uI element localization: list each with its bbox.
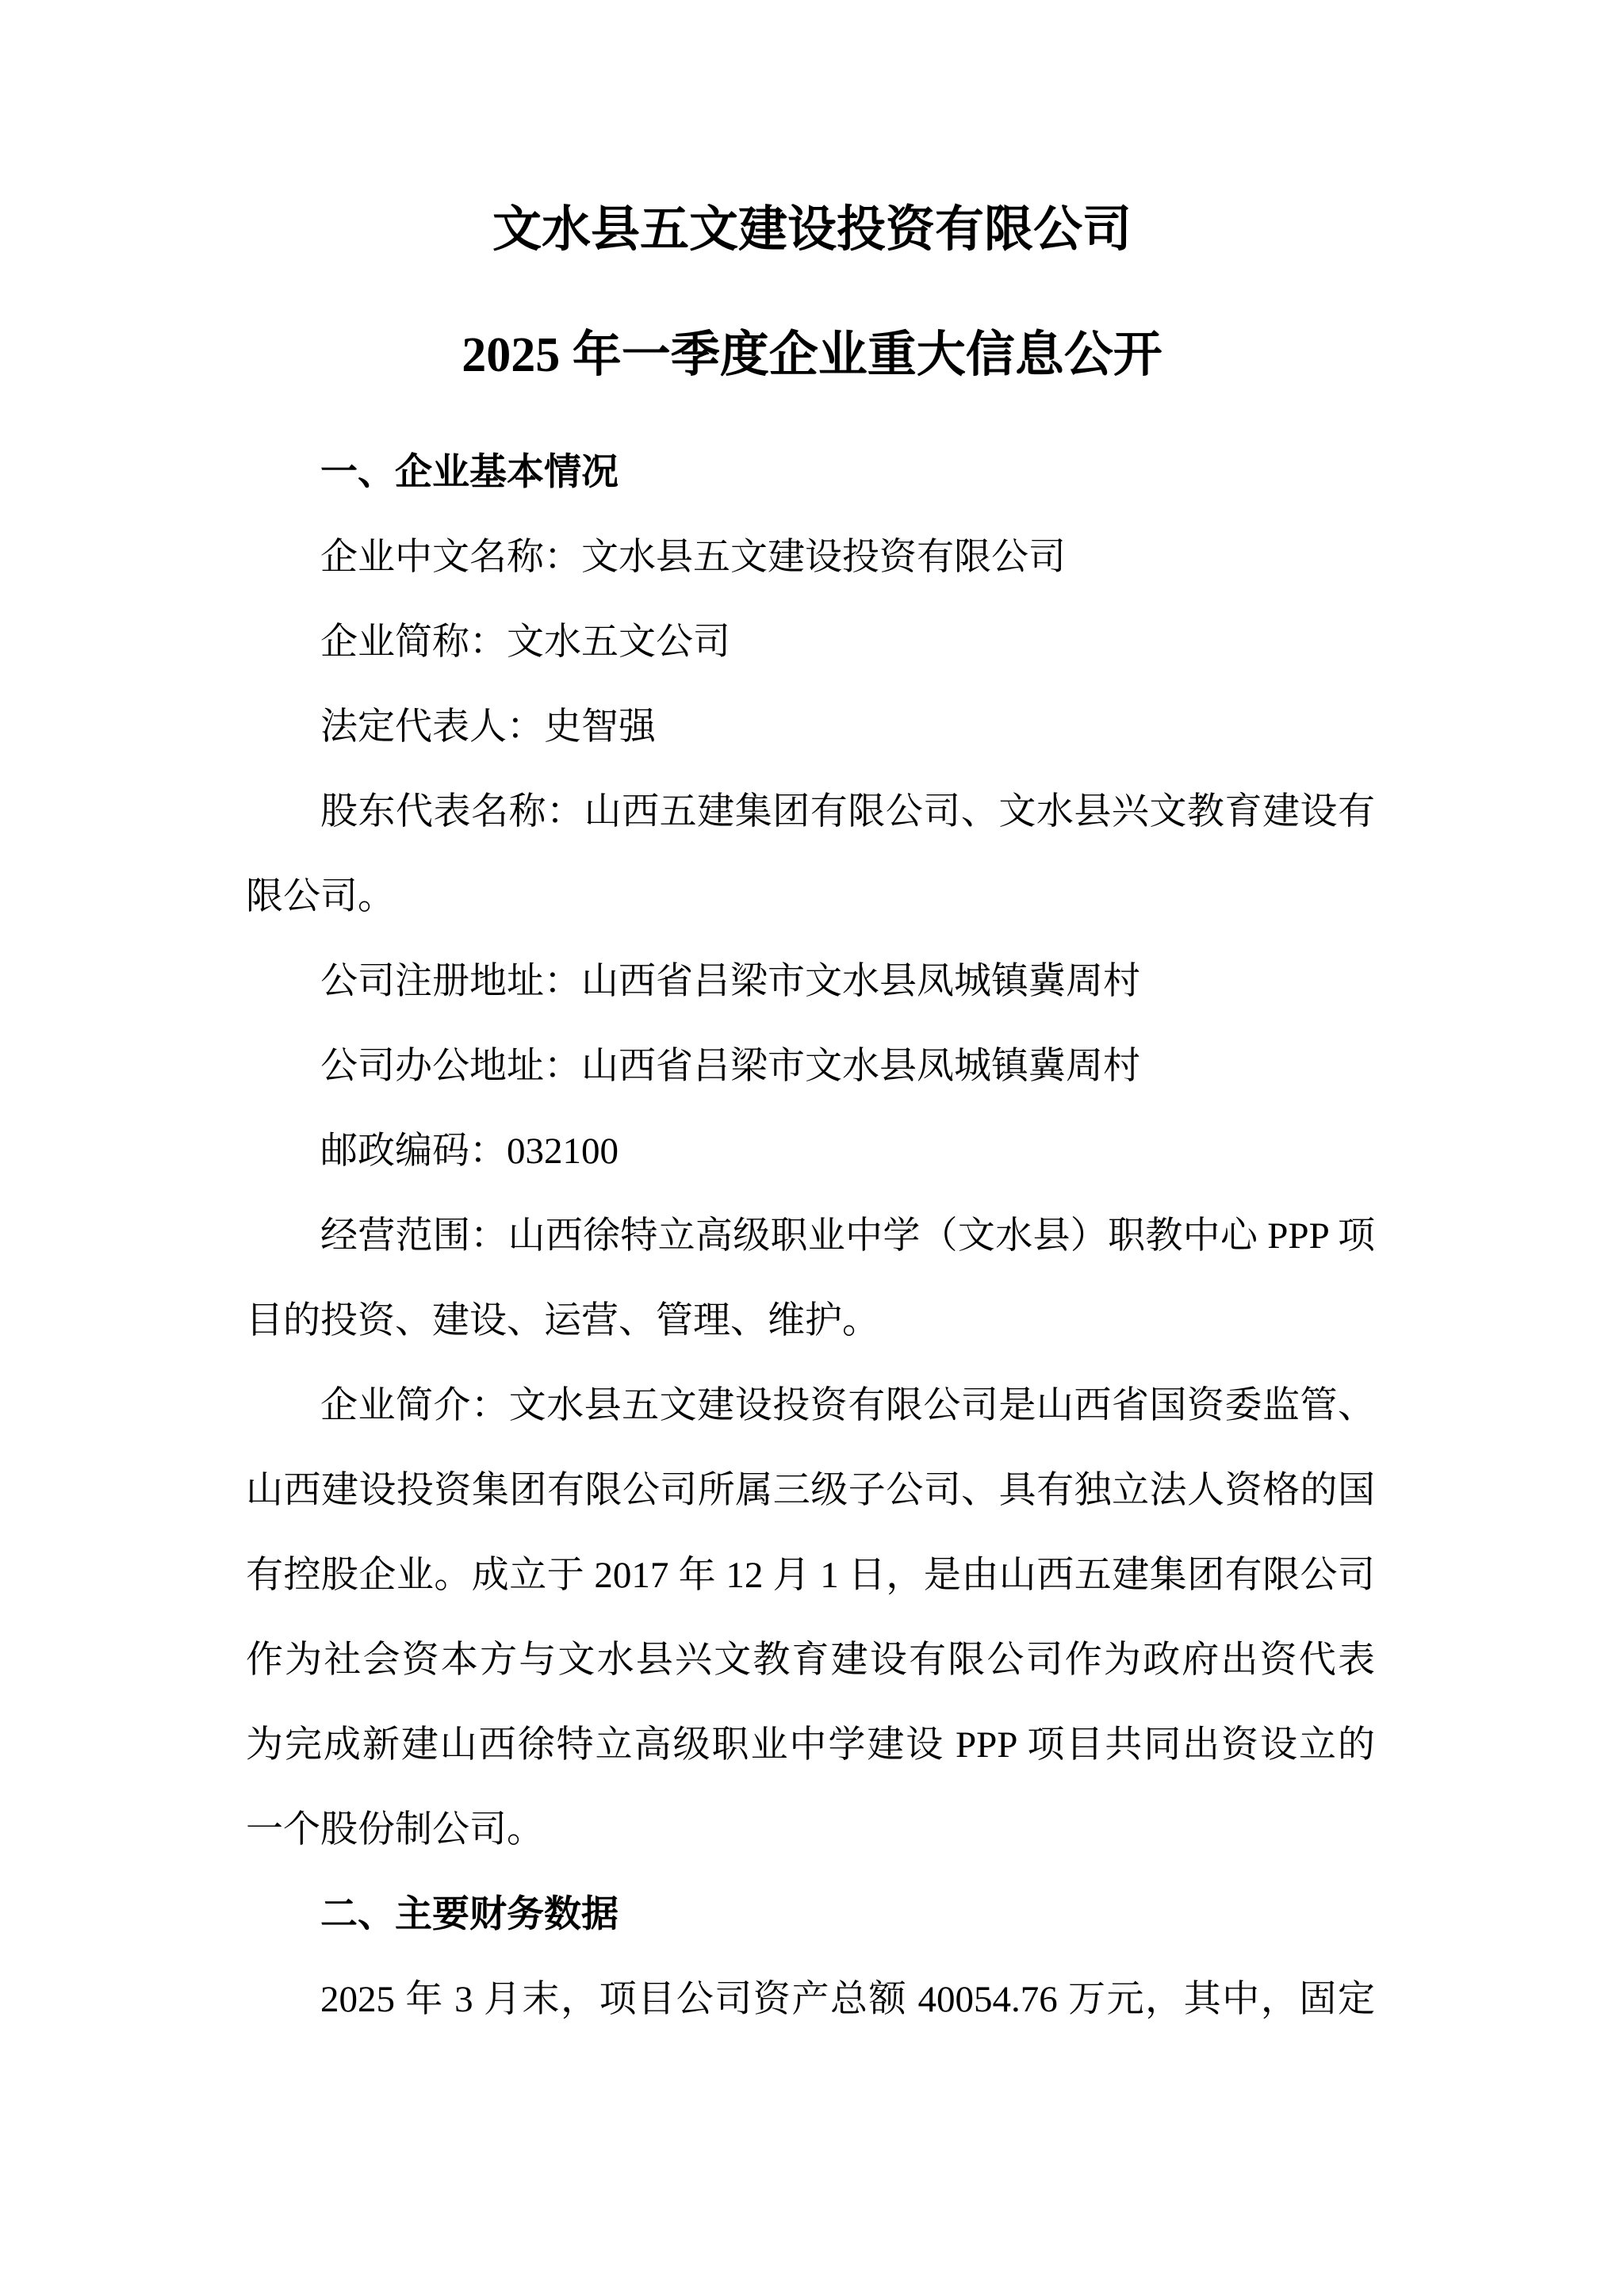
line-legal-representative: 法定代表人：史智强 <box>320 706 656 748</box>
line-business-scope-1: 经营范围：山西徐特立高级职业中学（文水县）职教中心 PPP 项 <box>320 1215 1375 1257</box>
line-office-address: 公司办公地址：山西省吕梁市文水县凤城镇冀周村 <box>320 1046 1140 1087</box>
line-company-profile-4: 作为社会资本方与文水县兴文教育建设有限公司作为政府出资代表 <box>246 1640 1375 1681</box>
line-business-scope-2: 目的投资、建设、运营、管理、维护。 <box>246 1300 879 1341</box>
line-financial-data-1: 2025 年 3 月末，项目公司资产总额 40054.76 万元，其中，固定 <box>320 1979 1375 2020</box>
line-company-profile-1: 企业简介：文水县五文建设投资有限公司是山西省国资委监管、 <box>320 1385 1375 1426</box>
document-body <box>246 430 1375 2042</box>
line-company-profile-2: 山西建设投资集团有限公司所属三级子公司、具有独立法人资格的国 <box>246 1470 1375 1511</box>
document-title-report-name: 2025 年一季度企业重大信息公开 <box>462 328 1162 382</box>
section-2-heading: 二、主要财务数据 <box>320 1894 619 1935</box>
line-company-chinese-name: 企业中文名称：文水县五文建设投资有限公司 <box>320 537 1066 578</box>
line-shareholder-names-2: 限公司。 <box>246 876 395 917</box>
line-company-profile-5: 为完成新建山西徐特立高级职业中学建设 PPP 项目共同出资设立的 <box>246 1724 1375 1766</box>
line-postal-code: 邮政编码：032100 <box>320 1131 619 1172</box>
document-title-company-name: 文水县五文建设投资有限公司 <box>492 203 1132 257</box>
line-company-short-name: 企业简称：文水五文公司 <box>320 622 730 663</box>
line-company-profile-6: 一个股份制公司。 <box>246 1809 544 1850</box>
section-1-heading: 一、企业基本情况 <box>320 452 619 493</box>
line-shareholder-names-1: 股东代表名称：山西五建集团有限公司、文水县兴文教育建设有 <box>320 791 1375 832</box>
line-registered-address: 公司注册地址：山西省吕梁市文水县凤城镇冀周村 <box>320 961 1140 1002</box>
line-company-profile-3: 有控股企业。成立于 2017 年 12 月 1 日，是由山西五建集团有限公司 <box>246 1555 1375 1596</box>
